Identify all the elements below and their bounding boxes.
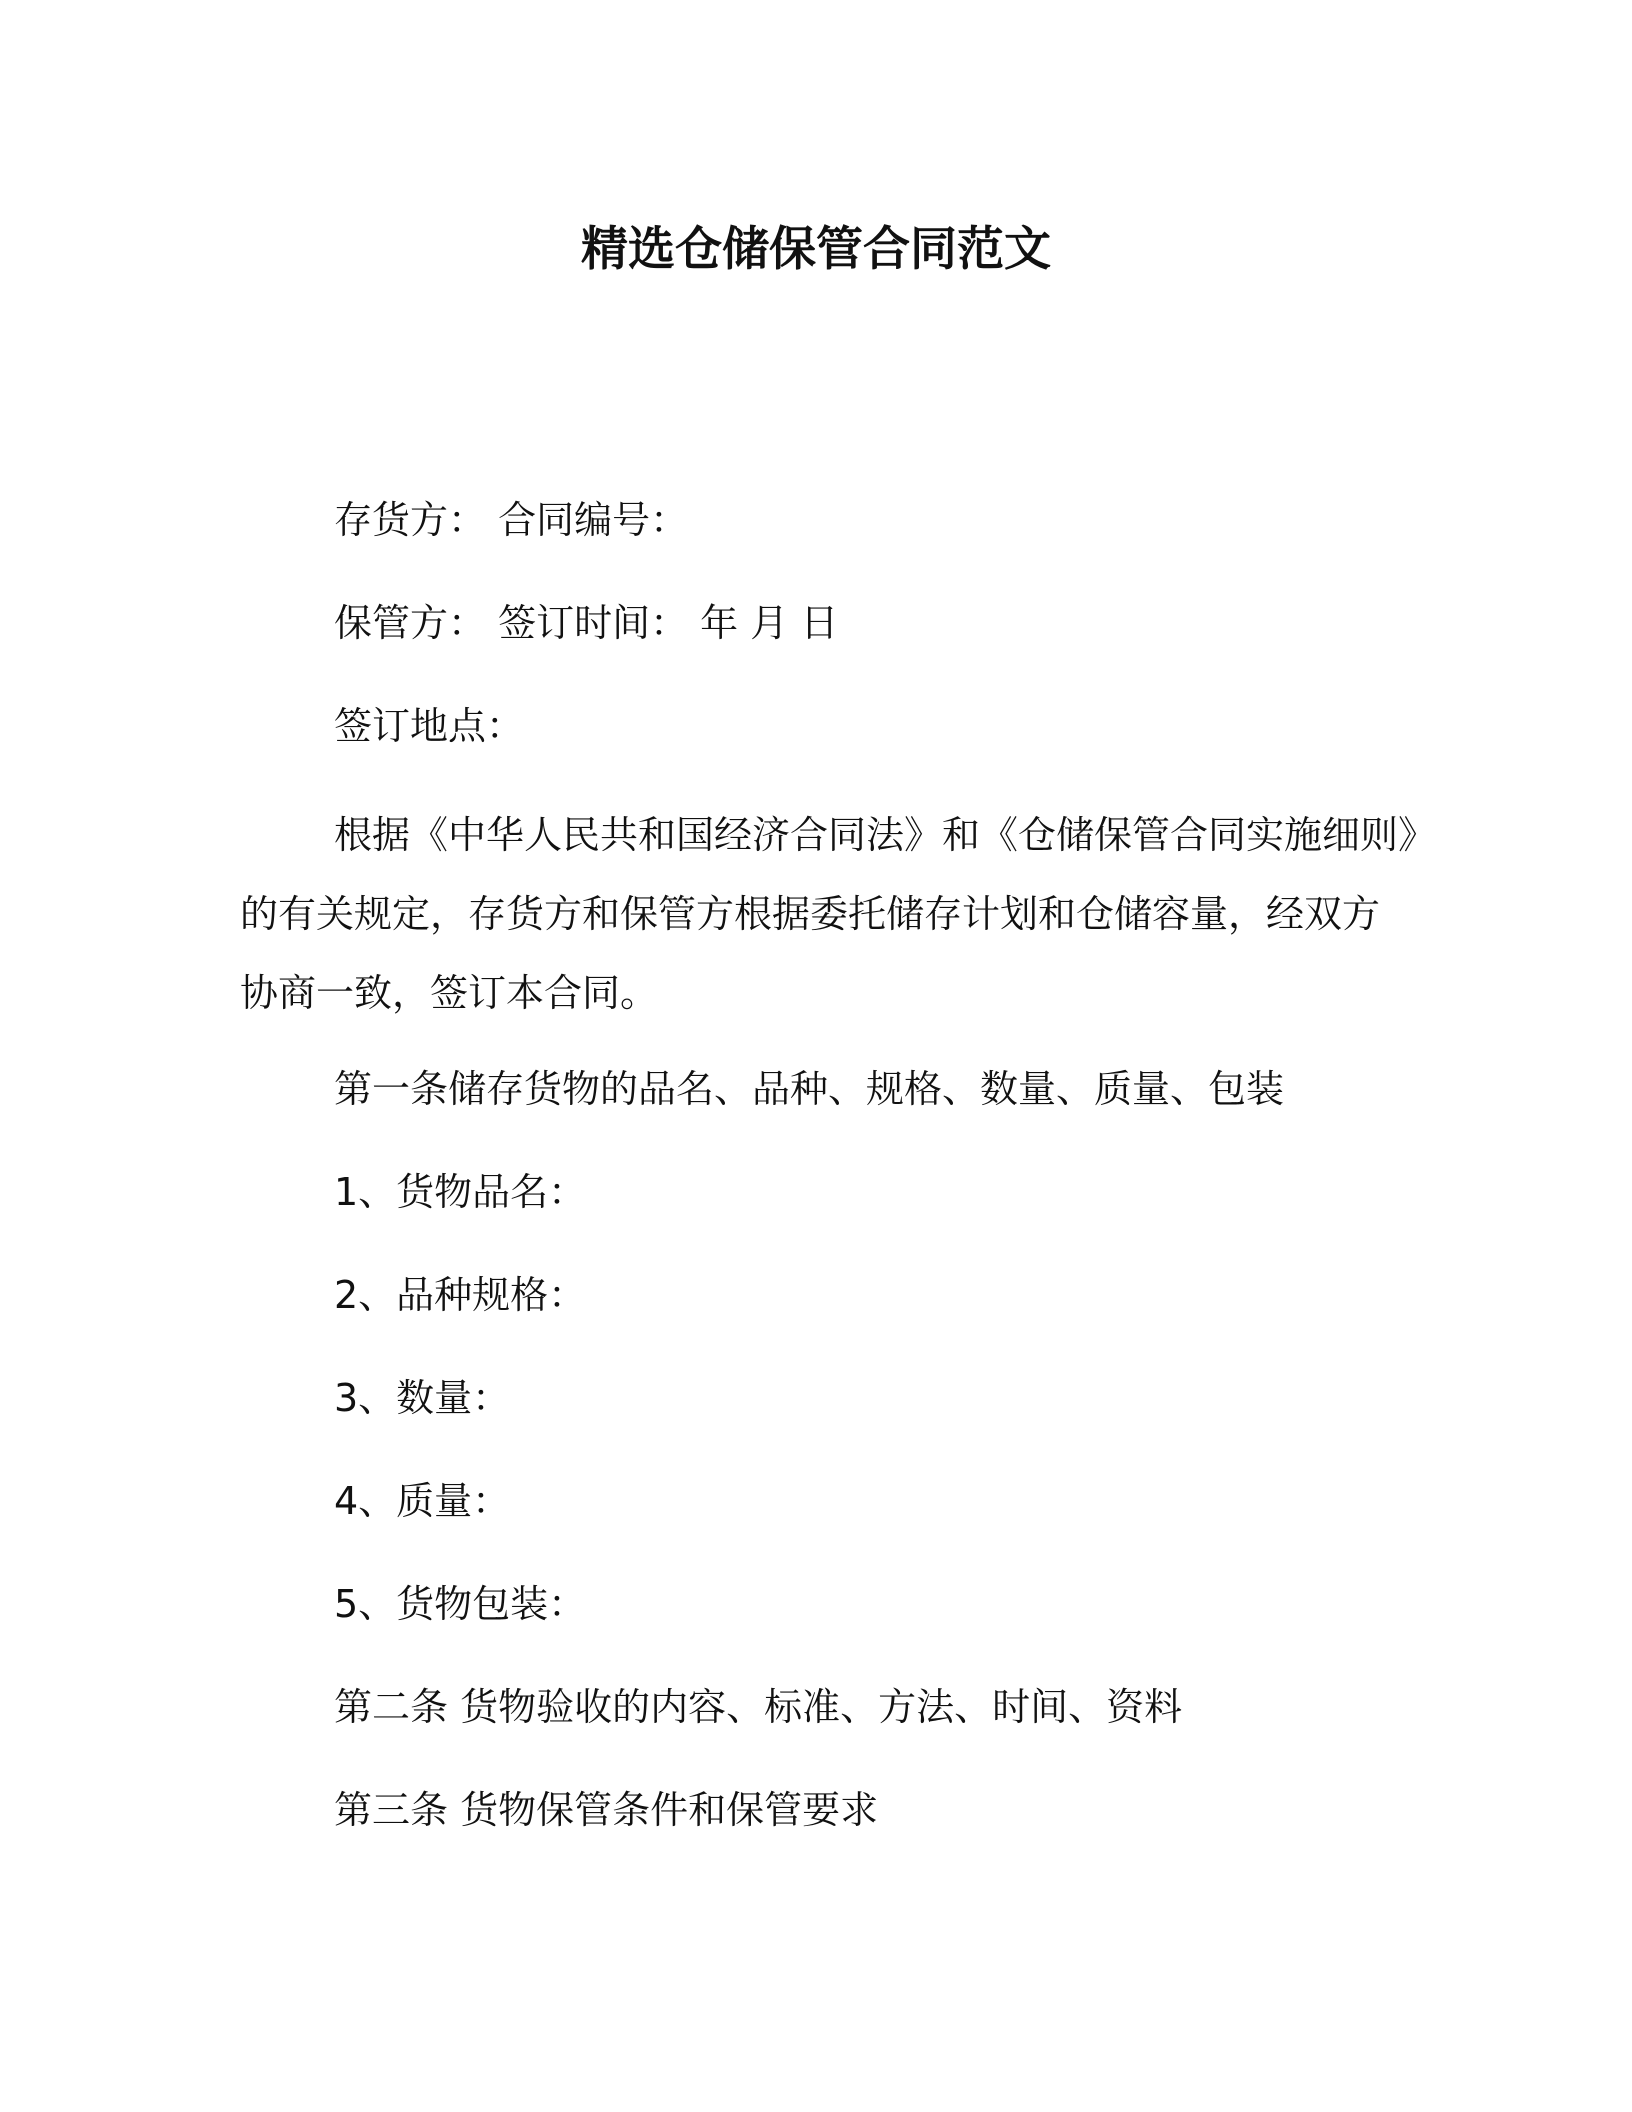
article-1-heading: 第一条储存货物的品名、品种、规格、数量、质量、包装 (334, 1067, 1285, 1111)
depositor-contract-number-line: 存货方： 合同编号： (334, 498, 689, 542)
article-3-heading: 第三条 货物保管条件和保管要求 (334, 1788, 879, 1832)
intro-line: 协商一致，签订本合同。 (240, 971, 659, 1015)
intro-paragraph (240, 812, 1437, 1016)
article-1-item: 2、品种规格： (334, 1273, 587, 1317)
document-title: 精选仓储保管合同范文 (581, 222, 1051, 277)
custodian-signing-date-line: 保管方： 签订时间： 年 月 日 (334, 601, 839, 645)
article-1-item: 1、货物品名： (334, 1170, 587, 1214)
article-2-heading: 第二条 货物验收的内容、标准、方法、时间、资料 (334, 1685, 1183, 1729)
signing-place-line: 签订地点： (334, 704, 525, 748)
intro-line: 的有关规定，存货方和保管方根据委托储存计划和仓储容量，经双方 (240, 892, 1381, 936)
intro-line: 根据《中华人民共和国经济合同法》和《仓储保管合同实施细则》 (334, 813, 1437, 857)
article-1-item: 3、数量： (334, 1376, 511, 1420)
article-1-item: 5、货物包装： (334, 1582, 587, 1626)
article-1-item: 4、质量： (334, 1479, 511, 1523)
